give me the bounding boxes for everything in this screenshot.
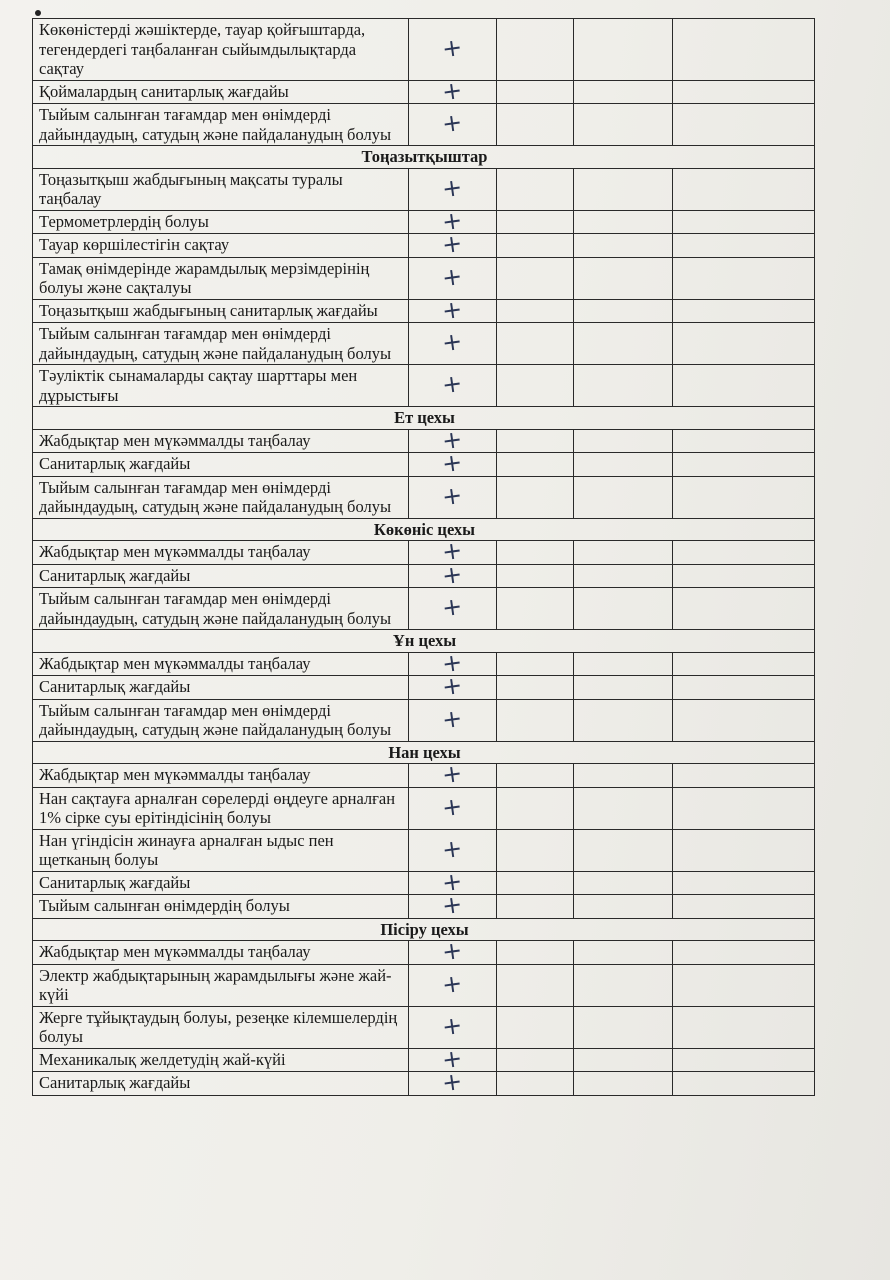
empty-cell-c: [673, 429, 815, 453]
empty-cell-b: [574, 19, 673, 81]
empty-cell-b: [574, 168, 673, 210]
empty-cell-a: [497, 80, 574, 104]
empty-cell-a: [497, 787, 574, 829]
empty-cell-c: [673, 476, 815, 518]
empty-cell-a: [497, 476, 574, 518]
empty-cell-c: [673, 257, 815, 299]
checklist-row: [33, 871, 815, 895]
empty-cell-a: [497, 895, 574, 919]
empty-cell-c: [673, 787, 815, 829]
requirement-text: Тыйым салынған өнімдердің болуы: [33, 895, 409, 919]
compliance-cell: [409, 19, 497, 81]
compliance-cell: [409, 699, 497, 741]
requirement-text: Тоңазытқыш жабдығының санитарлық жағдайы: [33, 299, 409, 323]
section-title: Көкөніс цехы: [33, 518, 815, 541]
checklist-row: [33, 299, 815, 323]
handwritten-plus-mark: +: [440, 107, 465, 139]
section-title: Ұн цехы: [33, 630, 815, 653]
handwritten-plus-mark: +: [440, 326, 465, 358]
empty-cell-a: [497, 299, 574, 323]
empty-cell-b: [574, 1006, 673, 1048]
handwritten-plus-mark: +: [440, 1066, 465, 1098]
empty-cell-c: [673, 104, 815, 146]
empty-cell-b: [574, 1072, 673, 1096]
empty-cell-b: [574, 476, 673, 518]
section-title: Ет цехы: [33, 407, 815, 430]
checklist-row: [33, 19, 815, 81]
empty-cell-b: [574, 699, 673, 741]
requirement-text: Жабдықтар мен мүкәммалды таңбалау: [33, 652, 409, 676]
empty-cell-c: [673, 699, 815, 741]
handwritten-plus-mark: +: [440, 703, 465, 735]
checklist-row: [33, 764, 815, 788]
compliance-cell: [409, 168, 497, 210]
empty-cell-b: [574, 365, 673, 407]
checklist-row: [33, 829, 815, 871]
empty-cell-c: [673, 652, 815, 676]
empty-cell-c: [673, 588, 815, 630]
empty-cell-b: [574, 210, 673, 234]
compliance-cell: [409, 1066, 497, 1098]
empty-cell-c: [673, 365, 815, 407]
requirement-text: Санитарлық жағдайы: [33, 871, 409, 895]
handwritten-plus-mark: +: [440, 294, 465, 325]
empty-cell-b: [574, 564, 673, 588]
checklist-row: [33, 895, 815, 919]
section-header-row: [33, 518, 815, 541]
requirement-text: Механикалық желдетудің жай-күйі: [33, 1048, 409, 1072]
compliance-cell: [409, 447, 497, 479]
requirement-text: Электр жабдықтарының жарамдылығы және жай-күйі: [33, 964, 409, 1006]
bullet-mark: [35, 10, 41, 16]
empty-cell-b: [574, 787, 673, 829]
checklist-row: [33, 80, 815, 104]
section-header-row: [33, 407, 815, 430]
requirement-text: Санитарлық жағдайы: [33, 453, 409, 477]
empty-cell-b: [574, 871, 673, 895]
handwritten-plus-mark: +: [440, 205, 465, 236]
compliance-cell: [409, 1006, 497, 1048]
handwritten-plus-mark: +: [440, 833, 465, 865]
handwritten-plus-mark: +: [440, 866, 465, 897]
requirement-text: Тауар көршілестігін сақтау: [33, 234, 409, 258]
empty-cell-a: [497, 764, 574, 788]
checklist-row: [33, 787, 815, 829]
empty-cell-c: [673, 80, 815, 104]
checklist-row: [33, 588, 815, 630]
empty-cell-b: [574, 257, 673, 299]
compliance-cell: [409, 323, 497, 365]
checklist-row: [33, 676, 815, 700]
requirement-text: Нан үгіндісін жинауға арналған ыдыс пен щетканың болуы: [33, 829, 409, 871]
empty-cell-b: [574, 652, 673, 676]
compliance-cell: [409, 228, 497, 260]
empty-cell-a: [497, 323, 574, 365]
requirement-text: Тәуліктік сынамаларды сақтау шарттары мен дұрыстығы: [33, 365, 409, 407]
empty-cell-b: [574, 764, 673, 788]
handwritten-plus-mark: +: [440, 447, 465, 479]
requirement-text: Тыйым салынған тағамдар мен өнімдерді дайындаудың, сатудың және пайдаланудың болуы: [33, 588, 409, 630]
handwritten-plus-mark: +: [440, 591, 465, 623]
empty-cell-c: [673, 210, 815, 234]
checklist-row: [33, 1048, 815, 1072]
handwritten-plus-mark: +: [440, 1043, 465, 1074]
requirement-text: Жабдықтар мен мүкәммалды таңбалау: [33, 429, 409, 453]
checklist-row: [33, 476, 815, 518]
compliance-cell: [409, 588, 497, 630]
empty-cell-a: [497, 1072, 574, 1096]
section-title: Тоңазытқыштар: [33, 146, 815, 169]
empty-cell-a: [497, 453, 574, 477]
empty-cell-c: [673, 1048, 815, 1072]
empty-cell-c: [673, 941, 815, 965]
requirement-text: Жерге тұйықтаудың болуы, резеңке кілемшелердің болуы: [33, 1006, 409, 1048]
handwritten-plus-mark: +: [440, 424, 465, 455]
compliance-cell: [409, 257, 497, 299]
empty-cell-b: [574, 1048, 673, 1072]
empty-cell-c: [673, 676, 815, 700]
empty-cell-b: [574, 234, 673, 258]
empty-cell-a: [497, 699, 574, 741]
compliance-cell: [409, 787, 497, 829]
empty-cell-c: [673, 1006, 815, 1048]
empty-cell-c: [673, 895, 815, 919]
requirement-text: Нан сақтауға арналған сөрелерді өңдеуге арналған 1% сірке суы ерітіндісінің болуы: [33, 787, 409, 829]
empty-cell-a: [497, 941, 574, 965]
checklist-row: [33, 429, 815, 453]
checklist-row: [33, 104, 815, 146]
empty-cell-b: [574, 676, 673, 700]
checklist-row: [33, 257, 815, 299]
section-header-row: [33, 630, 815, 653]
empty-cell-b: [574, 895, 673, 919]
checklist-row: [33, 1006, 815, 1048]
handwritten-plus-mark: +: [440, 758, 465, 790]
handwritten-plus-mark: +: [440, 889, 465, 921]
handwritten-plus-mark: +: [440, 368, 465, 400]
requirement-text: Термометрлердің болуы: [33, 210, 409, 234]
requirement-text: Тыйым салынған тағамдар мен өнімдерді дайындаудың, сатудың және пайдаланудың болуы: [33, 699, 409, 741]
checklist-body: [33, 19, 815, 1096]
empty-cell-a: [497, 1006, 574, 1048]
empty-cell-b: [574, 829, 673, 871]
handwritten-plus-mark: +: [440, 75, 465, 106]
empty-cell-b: [574, 588, 673, 630]
empty-cell-a: [497, 588, 574, 630]
empty-cell-c: [673, 234, 815, 258]
compliance-cell: [409, 294, 497, 325]
requirement-text: Тоңазытқыш жабдығының мақсаты туралы таңбалау: [33, 168, 409, 210]
section-header-row: [33, 146, 815, 169]
compliance-cell: [409, 104, 497, 146]
checklist-row: [33, 564, 815, 588]
handwritten-plus-mark: +: [440, 172, 465, 204]
empty-cell-b: [574, 323, 673, 365]
compliance-cell: [409, 758, 497, 790]
requirement-text: Тыйым салынған тағамдар мен өнімдерді дайындаудың, сатудың және пайдаланудың болуы: [33, 476, 409, 518]
checklist-row: [33, 964, 815, 1006]
requirement-text: Қоймалардың санитарлық жағдайы: [33, 80, 409, 104]
empty-cell-b: [574, 429, 673, 453]
empty-cell-a: [497, 210, 574, 234]
checklist-row: [33, 453, 815, 477]
compliance-cell: [409, 476, 497, 518]
handwritten-plus-mark: +: [440, 480, 465, 512]
empty-cell-c: [673, 829, 815, 871]
checklist-table: [32, 18, 815, 1096]
empty-cell-b: [574, 453, 673, 477]
empty-cell-c: [673, 453, 815, 477]
checklist-row: [33, 699, 815, 741]
compliance-cell: [409, 75, 497, 106]
requirement-text: Жабдықтар мен мүкәммалды таңбалау: [33, 764, 409, 788]
handwritten-plus-mark: +: [440, 670, 465, 702]
requirement-text: Жабдықтар мен мүкәммалды таңбалау: [33, 541, 409, 565]
empty-cell-a: [497, 1048, 574, 1072]
requirement-text: Көкөністерді жәшіктерде, тауар қойғыштарда, тегендердегі таңбаланған сыйымдылықтарда сақтау: [33, 19, 409, 81]
requirement-text: Тыйым салынған тағамдар мен өнімдерді дайындаудың, сатудың және пайдаланудың болуы: [33, 104, 409, 146]
empty-cell-a: [497, 19, 574, 81]
empty-cell-a: [497, 964, 574, 1006]
checklist-row: [33, 234, 815, 258]
empty-cell-c: [673, 19, 815, 81]
empty-cell-c: [673, 964, 815, 1006]
section-title: Пісіру цехы: [33, 918, 815, 941]
handwritten-plus-mark: +: [440, 935, 465, 967]
empty-cell-c: [673, 1072, 815, 1096]
empty-cell-a: [497, 168, 574, 210]
empty-cell-b: [574, 964, 673, 1006]
handwritten-plus-mark: +: [440, 1010, 465, 1042]
checklist-row: [33, 323, 815, 365]
checklist-row: [33, 1072, 815, 1096]
empty-cell-a: [497, 564, 574, 588]
empty-cell-c: [673, 323, 815, 365]
handwritten-plus-mark: +: [440, 261, 465, 293]
compliance-cell: [409, 670, 497, 702]
handwritten-plus-mark: +: [440, 559, 465, 590]
empty-cell-a: [497, 429, 574, 453]
empty-cell-a: [497, 365, 574, 407]
section-header-row: [33, 741, 815, 764]
requirement-text: Тамақ өнімдерінде жарамдылық мерзімдерінің болуы және сақталуы: [33, 257, 409, 299]
compliance-cell: [409, 964, 497, 1006]
empty-cell-a: [497, 652, 574, 676]
empty-cell-c: [673, 871, 815, 895]
empty-cell-c: [673, 168, 815, 210]
checklist-row: [33, 541, 815, 565]
checklist-row: [33, 365, 815, 407]
empty-cell-a: [497, 234, 574, 258]
empty-cell-b: [574, 941, 673, 965]
checklist-row: [33, 210, 815, 234]
empty-cell-b: [574, 299, 673, 323]
requirement-text: Санитарлық жағдайы: [33, 1072, 409, 1096]
compliance-cell: [409, 365, 497, 407]
requirement-text: Санитарлық жағдайы: [33, 676, 409, 700]
handwritten-plus-mark: +: [440, 968, 465, 1000]
checklist-row: [33, 941, 815, 965]
handwritten-plus-mark: +: [440, 228, 465, 260]
compliance-cell: [409, 889, 497, 921]
requirement-text: Жабдықтар мен мүкәммалды таңбалау: [33, 941, 409, 965]
section-title: Нан цехы: [33, 741, 815, 764]
empty-cell-b: [574, 541, 673, 565]
empty-cell-c: [673, 564, 815, 588]
empty-cell-c: [673, 764, 815, 788]
empty-cell-a: [497, 676, 574, 700]
handwritten-plus-mark: +: [440, 647, 465, 678]
requirement-text: Тыйым салынған тағамдар мен өнімдерді дайындаудың, сатудың және пайдаланудың болуы: [33, 323, 409, 365]
handwritten-plus-mark: +: [440, 791, 465, 823]
empty-cell-a: [497, 257, 574, 299]
compliance-cell: [409, 935, 497, 967]
checklist-row: [33, 168, 815, 210]
checklist-row: [33, 652, 815, 676]
empty-cell-a: [497, 829, 574, 871]
requirement-text: Санитарлық жағдайы: [33, 564, 409, 588]
empty-cell-a: [497, 871, 574, 895]
empty-cell-c: [673, 541, 815, 565]
handwritten-plus-mark: +: [440, 32, 465, 64]
compliance-cell: [409, 559, 497, 590]
empty-cell-a: [497, 104, 574, 146]
compliance-cell: [409, 829, 497, 871]
empty-cell-a: [497, 541, 574, 565]
empty-cell-c: [673, 299, 815, 323]
empty-cell-b: [574, 104, 673, 146]
section-header-row: [33, 918, 815, 941]
empty-cell-b: [574, 80, 673, 104]
handwritten-plus-mark: +: [440, 535, 465, 567]
